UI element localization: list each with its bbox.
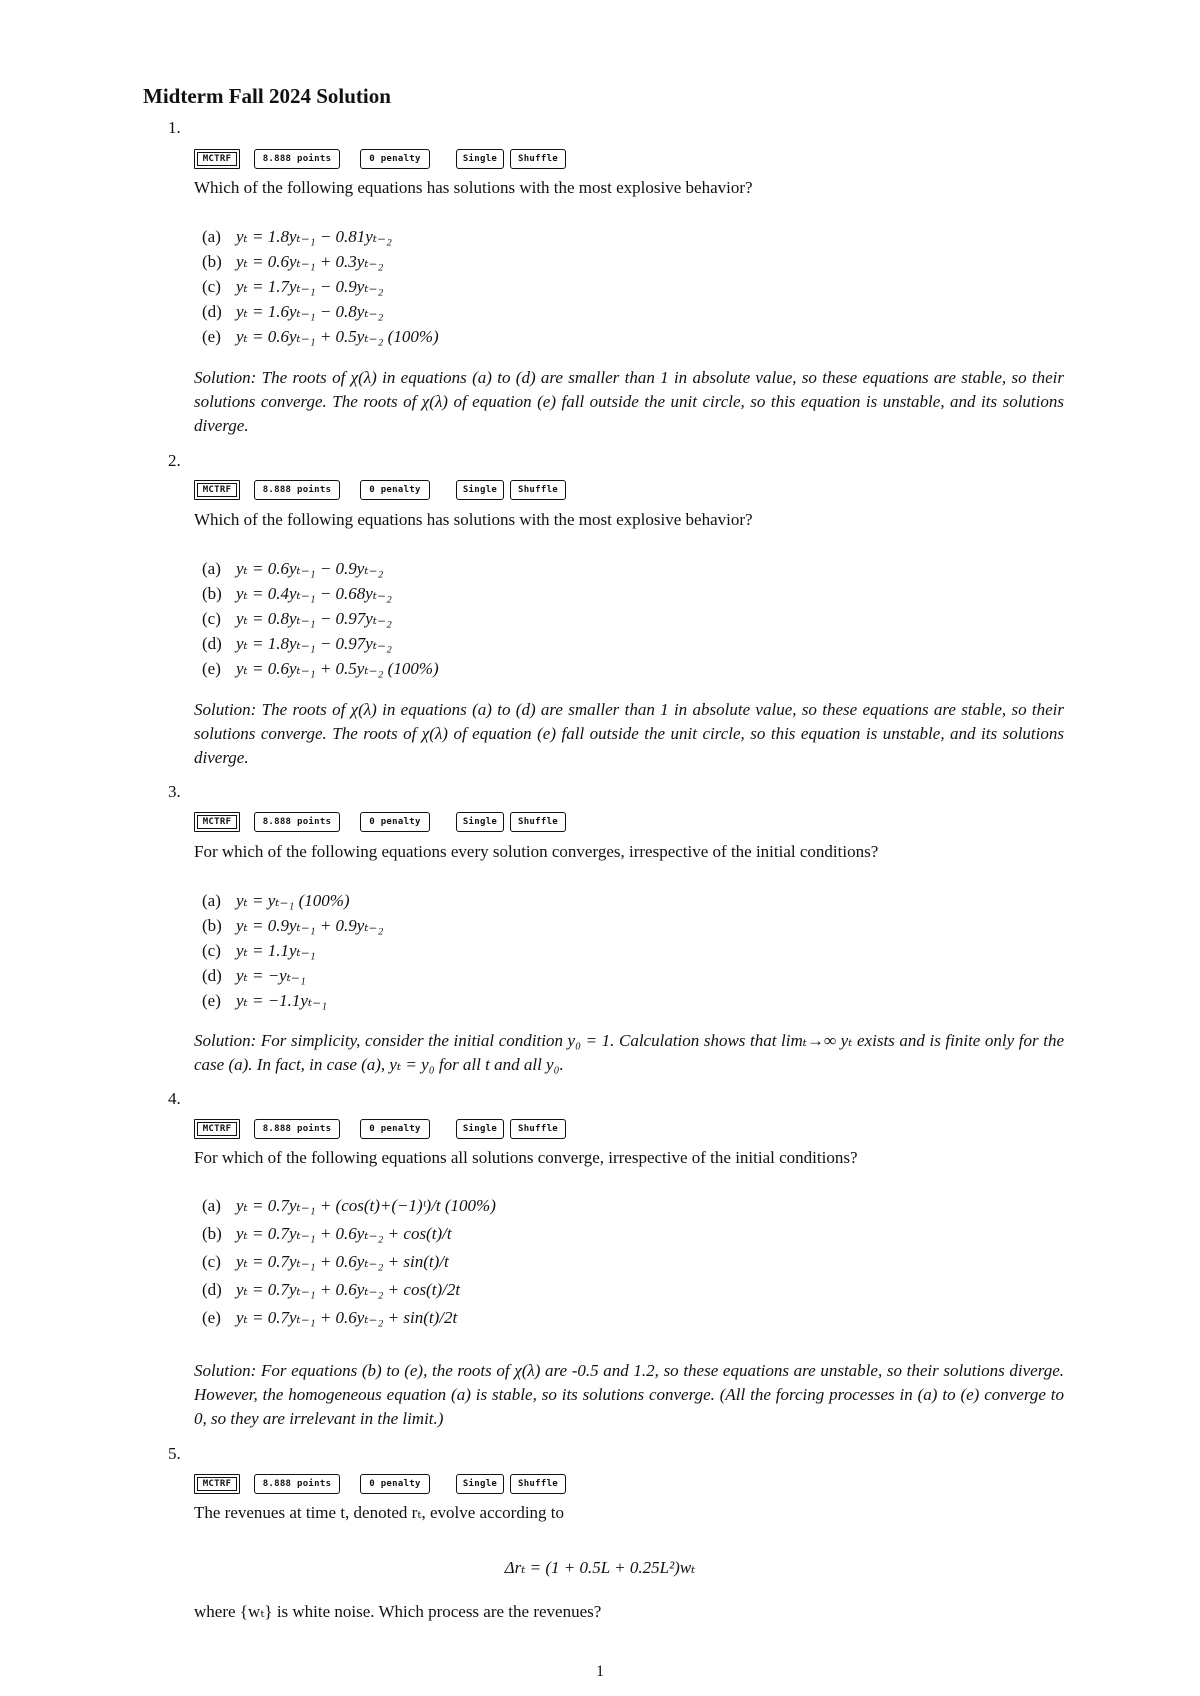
single-tag: Single [456, 149, 504, 169]
answer-option: (a) yₜ = 1.8yₜ₋₁ − 0.81yₜ₋₂ [202, 226, 392, 246]
answer-option: (d) yₜ = 1.6yₜ₋₁ − 0.8yₜ₋₂ [202, 301, 384, 321]
points-tag: 8.888 points [254, 812, 340, 832]
display-equation: Δrₜ = (1 + 0.5L + 0.25L²)wₜ [504, 1558, 696, 1577]
answer-option: (d) yₜ = −yₜ₋₁ [202, 965, 306, 985]
answer-option: (b) yₜ = 0.7yₜ₋₁ + 0.6yₜ₋₂ + cos(t)/t [202, 1224, 452, 1243]
answer-options [194, 556, 439, 681]
single-tag: Single [456, 1474, 504, 1494]
question-number: 1. [168, 118, 181, 137]
points-tag: 8.888 points [254, 149, 340, 169]
answer-option: (e) yₜ = −1.1yₜ₋₁ [202, 990, 328, 1010]
question-number: 2. [168, 451, 181, 470]
type-tag: MCTRF [194, 812, 240, 832]
penalty-tag: 0 penalty [360, 480, 430, 500]
shuffle-tag: Shuffle [510, 480, 566, 500]
answer-option: (b) yₜ = 0.6yₜ₋₁ + 0.3yₜ₋₂ [202, 251, 384, 271]
question-followup: where {wₜ} is white noise. Which process are the revenues? [194, 1602, 602, 1621]
penalty-tag: 0 penalty [360, 1119, 430, 1139]
type-tag: MCTRF [194, 1119, 240, 1139]
question-number: 3. [168, 782, 181, 801]
answer-option: (c) yₜ = 0.7yₜ₋₁ + 0.6yₜ₋₂ + sin(t)/t [202, 1252, 449, 1271]
question-prompt: For which of the following equations all solutions converge, irrespective of the initial conditions? [194, 1148, 858, 1167]
type-tag: MCTRF [194, 149, 240, 169]
question-number: 4. [168, 1089, 181, 1108]
question-prompt: Which of the following equations has solutions with the most explosive behavior? [194, 510, 753, 529]
question-prompt: Which of the following equations has solutions with the most explosive behavior? [194, 178, 753, 197]
answer-options [194, 888, 383, 1013]
points-tag: 8.888 points [254, 1474, 340, 1494]
penalty-tag: 0 penalty [360, 812, 430, 832]
answer-option: (c) yₜ = 0.8yₜ₋₁ − 0.97yₜ₋₂ [202, 608, 392, 628]
answer-option: (c) yₜ = 1.1yₜ₋₁ [202, 940, 316, 960]
page-title: Midterm Fall 2024 Solution [143, 84, 391, 108]
answer-option: (a) yₜ = 0.6yₜ₋₁ − 0.9yₜ₋₂ [202, 558, 384, 578]
answer-options [194, 1192, 496, 1332]
penalty-tag: 0 penalty [360, 1474, 430, 1494]
answer-option: (a) yₜ = yₜ₋₁ (100%) [202, 890, 350, 910]
shuffle-tag: Shuffle [510, 149, 566, 169]
shuffle-tag: Shuffle [510, 1119, 566, 1139]
answer-option: (d) yₜ = 0.7yₜ₋₁ + 0.6yₜ₋₂ + cos(t)/2t [202, 1280, 461, 1299]
solution-text: Solution: The roots of χ(λ) in equations (a) to (d) are smaller than 1 in absolute value, so these equations are stable, so their solutions converge. The roots of χ(λ) of equation (e) fall outside the unit circle, so this equation is unstable, and its solutions diverge. [194, 700, 1064, 767]
answer-option: (c) yₜ = 1.7yₜ₋₁ − 0.9yₜ₋₂ [202, 276, 384, 296]
solution-text: Solution: For simplicity, consider the initial condition y₀ = 1. Calculation shows that limₜ→∞ yₜ exists and is finite only for the case (a). In fact, in case (a), yₜ = y₀ for all t and all y₀. [194, 1031, 1064, 1074]
answer-option: (b) yₜ = 0.4yₜ₋₁ − 0.68yₜ₋₂ [202, 583, 392, 603]
single-tag: Single [456, 480, 504, 500]
shuffle-tag: Shuffle [510, 812, 566, 832]
question-prompt: The revenues at time t, denoted rₜ, evolve according to [194, 1503, 565, 1522]
points-tag: 8.888 points [254, 480, 340, 500]
single-tag: Single [456, 1119, 504, 1139]
answer-option: (e) yₜ = 0.6yₜ₋₁ + 0.5yₜ₋₂ (100%) [202, 326, 439, 346]
shuffle-tag: Shuffle [510, 1474, 566, 1494]
question-prompt: For which of the following equations every solution converges, irrespective of the initial conditions? [194, 842, 879, 861]
answer-option: (e) yₜ = 0.7yₜ₋₁ + 0.6yₜ₋₂ + sin(t)/2t [202, 1308, 458, 1327]
points-tag: 8.888 points [254, 1119, 340, 1139]
answer-option: (d) yₜ = 1.8yₜ₋₁ − 0.97yₜ₋₂ [202, 633, 392, 653]
single-tag: Single [456, 812, 504, 832]
type-tag: MCTRF [194, 1474, 240, 1494]
type-tag: MCTRF [194, 480, 240, 500]
answer-options [194, 224, 439, 349]
answer-option: (b) yₜ = 0.9yₜ₋₁ + 0.9yₜ₋₂ [202, 915, 384, 935]
solution-text: Solution: The roots of χ(λ) in equations (a) to (d) are smaller than 1 in absolute value, so these equations are stable, so their solutions converge. The roots of χ(λ) of equation (e) fall outside the unit circle, so this equation is unstable, and its solutions diverge. [194, 368, 1064, 435]
page-number: 1 [596, 1663, 604, 1680]
solution-text: Solution: For equations (b) to (e), the roots of χ(λ) are -0.5 and 1.2, so these equations are unstable, so their solutions diverge. However, the homogeneous equation (a) is stable, so its solutions converge. (All the forcing processes in (a) to (e) converge to 0, so they are irrelevant in the limit.) [194, 1361, 1064, 1428]
answer-option: (e) yₜ = 0.6yₜ₋₁ + 0.5yₜ₋₂ (100%) [202, 658, 439, 678]
question-number: 5. [168, 1444, 181, 1463]
penalty-tag: 0 penalty [360, 149, 430, 169]
answer-option: (a) yₜ = 0.7yₜ₋₁ + (cos(t)+(−1)ᵗ)/t (100%) [202, 1196, 496, 1215]
